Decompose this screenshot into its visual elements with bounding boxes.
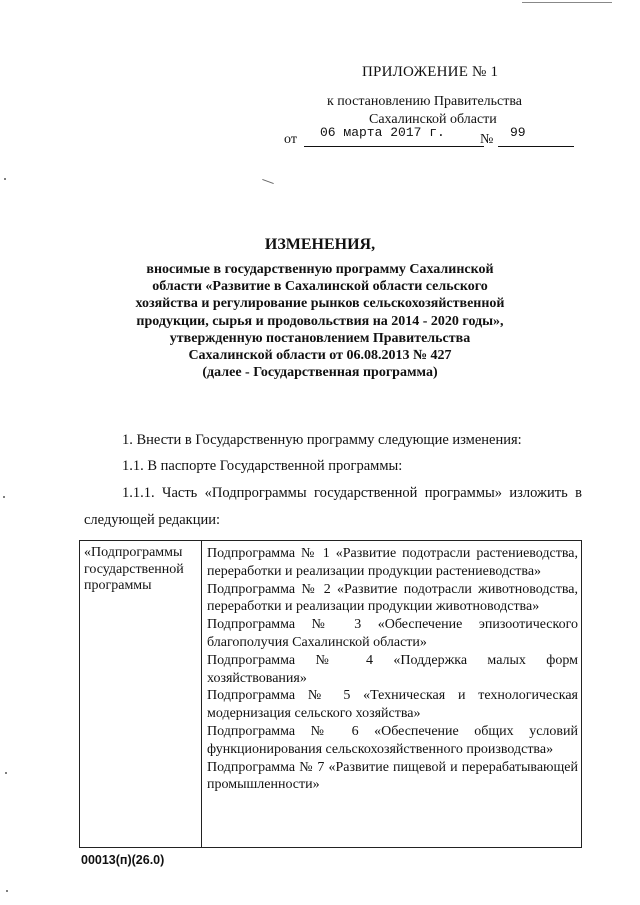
paragraph-continuation: следующей редакции:	[84, 512, 221, 528]
from-label: от	[284, 132, 297, 147]
appendix-decree-line: к постановлению Правительства	[327, 94, 523, 109]
document-heading: ИЗМЕНЕНИЯ,	[264, 236, 376, 253]
scan-speck	[6, 890, 8, 892]
table-left-cell: «Подпрограммы государственной программы	[84, 545, 184, 593]
subtitle-line: Сахалинской области от 06.08.2013 № 427	[188, 348, 452, 364]
decree-number: 99	[510, 125, 526, 140]
table-column-divider	[201, 541, 202, 847]
scan-edge-mark	[522, 2, 612, 3]
number-label: №	[480, 132, 494, 147]
appendix-title: ПРИЛОЖЕНИЕ № 1	[362, 64, 499, 80]
subprogram-item: Подпрограмма № 7 «Развитие пищевой и перерабатывающей промышленности»	[207, 759, 578, 793]
subprogram-item: Подпрограмма № 2 «Развитие подотрасли животноводства, переработки и реализации продукции животноводства»	[207, 581, 578, 615]
paragraph-1: 1. Внести в Государственную программу следующие изменения:	[122, 432, 522, 448]
subprogram-item: Подпрограмма № 6 «Обеспечение общих условий функционирования сельскохозяйственного производства»	[207, 723, 578, 757]
date-underline	[304, 146, 484, 147]
subprograms-table	[79, 540, 582, 848]
subtitle-line: продукции, сырья и продовольствия на 2014 - 2020 годы»,	[136, 313, 504, 329]
subprogram-item: Подпрограмма № 5 «Техническая и технологическая модернизация сельского хозяйства»	[207, 688, 578, 722]
subprogram-item: Подпрограмма № 4 «Поддержка малых форм хозяйствования»	[207, 652, 578, 686]
paragraph-1-1: 1.1. В паспорте Государственной программы:	[122, 458, 403, 474]
subtitle-line: области «Развитие в Сахалинской области сельского	[152, 279, 488, 295]
table-right-cell	[207, 545, 578, 794]
subtitle-line: вносимые в государственную программу Сахалинской	[146, 262, 494, 277]
subprogram-item: Подпрограмма № 3 «Обеспечение эпизоотического благополучия Сахалинской области»	[207, 617, 578, 650]
subtitle-line: хозяйства и регулирование рынков сельскохозяйственной	[135, 296, 505, 312]
scan-speck	[5, 772, 7, 774]
paragraph-1-1-1: 1.1.1. Часть «Подпрограммы государственной программы» изложить в	[122, 485, 582, 501]
document-code: 00013(п)(26.0)	[81, 853, 165, 867]
subprogram-item: Подпрограмма № 1 «Развитие подотрасли растениеводства, переработки и реализации продукции растениеводства»	[207, 546, 578, 579]
decree-date-row	[284, 124, 584, 146]
number-underline	[498, 146, 574, 147]
subtitle-line: утвержденную постановлением Правительства	[169, 330, 471, 346]
scan-artifact	[262, 179, 274, 184]
scan-speck	[3, 496, 5, 498]
subtitle-line: (далее - Государственная программа)	[202, 365, 438, 381]
scan-speck	[4, 178, 6, 180]
decree-date: 06 марта 2017 г.	[320, 125, 445, 140]
document-subtitle	[120, 261, 520, 381]
appendix-region-line: Сахалинской области	[369, 112, 497, 127]
